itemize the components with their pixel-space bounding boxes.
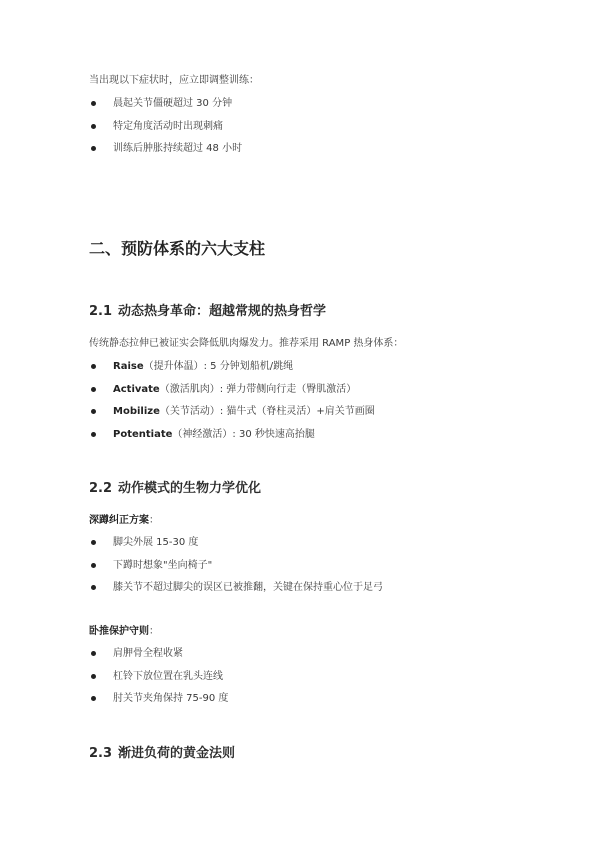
subsection-heading-2-2 <box>89 480 261 498</box>
bench-label: 卧推保护守则： <box>89 626 159 637</box>
subsection-title: 动作模式的生物力学优化 <box>118 481 262 496</box>
subsection-heading-2-1 <box>89 303 326 321</box>
bullet-icon <box>91 409 96 414</box>
bullet-icon <box>91 674 96 679</box>
bullet-icon <box>91 563 96 568</box>
bullet-icon <box>91 101 96 106</box>
bullet-icon <box>91 540 96 545</box>
bullet-icon <box>91 364 96 369</box>
bullet-icon <box>91 585 96 590</box>
intro-paragraph: 当出现以下症状时，应立即调整训练： <box>89 75 259 86</box>
term-potentiate: Potentiate <box>113 428 173 440</box>
subsection-title: 渐进负荷的黄金法则 <box>118 746 236 761</box>
bullet-icon <box>91 387 96 392</box>
section-heading: 二、预防体系的六大支柱 <box>89 239 266 258</box>
bullet-icon <box>91 651 96 656</box>
bullet-icon <box>91 432 96 437</box>
document-page: 当出现以下症状时，应立即调整训练： 晨起关节僵硬超过 30 分钟 特定角度活动时出现刺痛 训练后肿胀持续超过 48 小时 二、预防体系的六大支柱 2.1 动态热身革命：超越常规的热身哲学 传统静态拉伸已被证实会降低肌肉爆发力。推荐采用 RAMP 热身体系： Raise（提升体温）: 5 分钟划船机/跳绳 Activate（激活肌肉）: 弹力带侧向行走（臀肌激活） Mobilize（关节活动）: 猫牛式（脊柱灵活）+肩关节画圈 Potentiate（神经激活）: 30 秒快速高抬腿 2.2 动作模式的生物力学优化 深蹲纠正方案： 脚尖外展 15-30 度 下蹲时想象"坐向椅子" 膝关节不超过脚尖的误区已被推翻，关键在保持重心位于足弓 卧推保护守则： 肩胛骨全程收紧 杠铃下放位置在乳头连线 肘关节夹角保持 75-90 度 2.3 渐进负荷的黄金法则 <box>89 75 404 761</box>
subsection-number: 2.3 <box>89 746 113 761</box>
subsection-number: 2.1 <box>89 304 113 319</box>
subsection-number: 2.2 <box>89 481 113 496</box>
subsection-heading-2-3 <box>89 745 235 763</box>
subsection-title: 动态热身革命：超越常规的热身哲学 <box>118 304 327 319</box>
squat-label: 深蹲纠正方案： <box>89 515 159 526</box>
term-raise: Raise <box>113 361 144 372</box>
bullet-icon <box>91 124 96 129</box>
term-mobilize: Mobilize <box>113 406 160 417</box>
ramp-paragraph: 传统静态拉伸已被证实会降低肌肉爆发力。推荐采用 RAMP 热身体系： <box>89 338 404 349</box>
bullet-icon <box>91 146 96 151</box>
term-activate: Activate <box>113 383 160 395</box>
bullet-icon <box>91 696 96 701</box>
